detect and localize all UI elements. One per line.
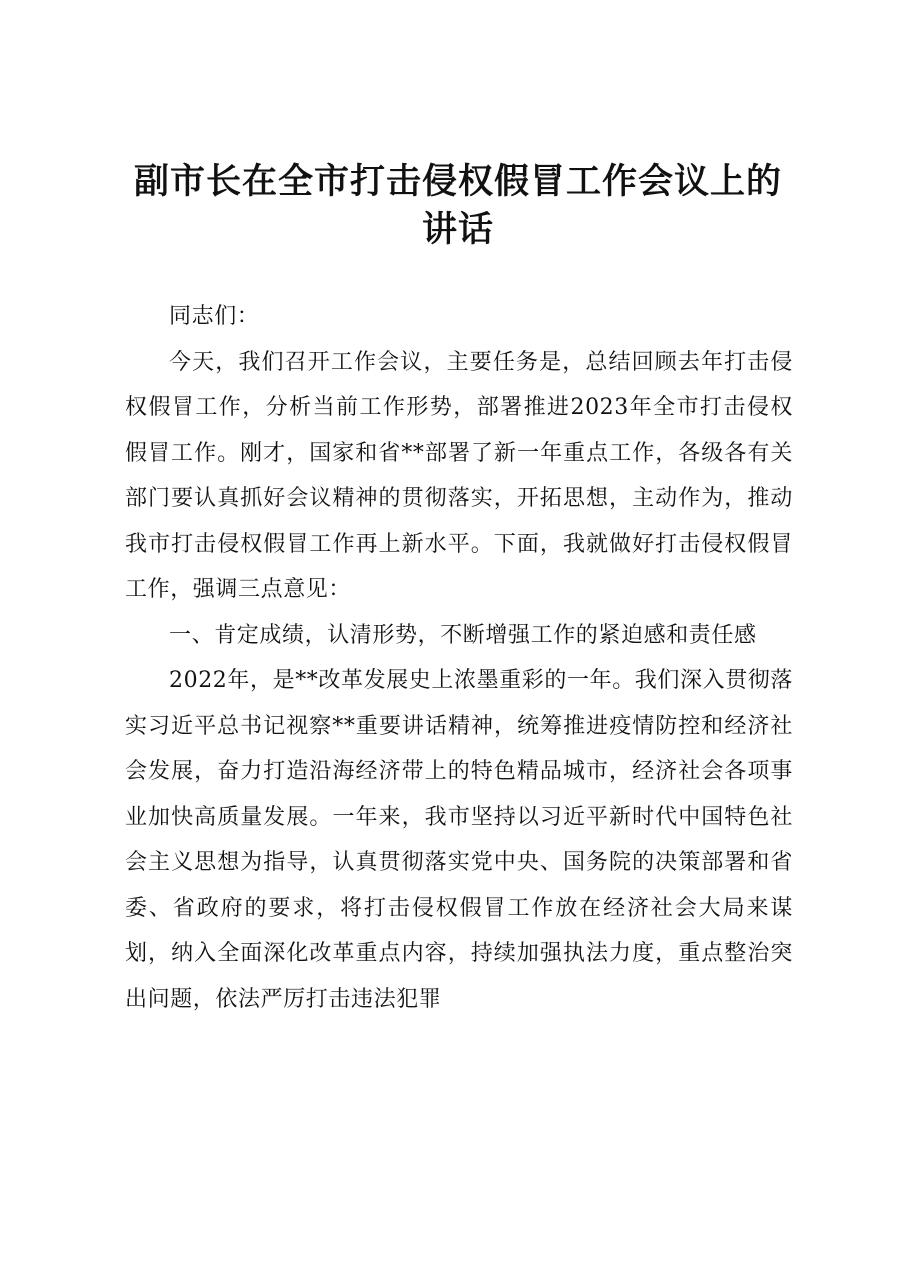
section-heading-1: 一、肯定成绩，认清形势，不断增强工作的紧迫感和责任感	[169, 622, 757, 648]
paragraph-intro: 今天，我们召开工作会议，主要任务是，总结回顾去年打击侵权假冒工作，分析当前工作形势，部署推进2023年全市打击侵权假冒工作。刚才，国家和省**部署了新一年重点工作，各级各有关部门要认真抓好会议精神的贯彻落实，开拓思想，主动作为，推动我市打击侵权假冒工作再上新水平。下面，我就做好打击侵权假冒工作，强调三点意见：	[125, 349, 793, 602]
document-body	[125, 294, 793, 1022]
document-title: 副市长在全市打击侵权假冒工作会议上的讲话	[133, 162, 782, 250]
salutation: 同志们：	[169, 304, 260, 329]
paragraph-achievements: 2022年，是**改革发展史上浓墨重彩的一年。我们深入贯彻落实习近平总书记视察**重要讲话精神，统筹推进疫情防控和经济社会发展，奋力打造沿海经济带上的特色精品城市，经济社会各项事业加快高质量发展。一年来，我市坚持以习近平新时代中国特色社会主义思想为指导，认真贯彻落实党中央、国务院的决策部署和省委、省政府的要求，将打击侵权假冒工作放在经济社会大局来谋划，纳入全面深化改革重点内容，持续加强执法力度，重点整治突出问题，依法严厉打击违法犯罪	[125, 668, 793, 1012]
